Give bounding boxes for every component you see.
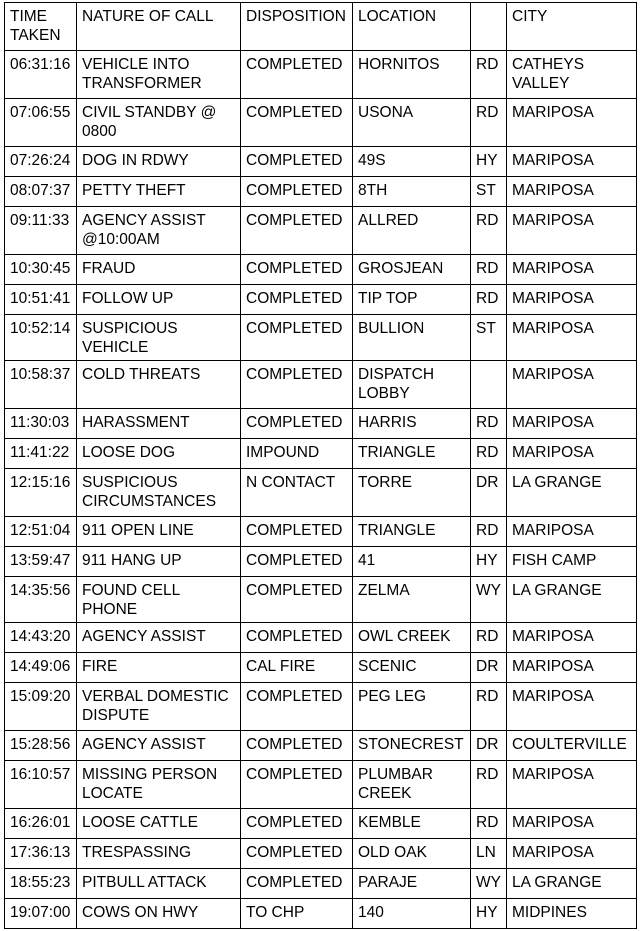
header-location: LOCATION: [353, 3, 471, 51]
cell-disposition: COMPLETED: [241, 731, 353, 761]
cell-location: 49S: [353, 147, 471, 177]
cell-nature-of-call: 911 OPEN LINE: [77, 517, 241, 547]
cell-city: MARIPOSA: [507, 683, 637, 731]
cell-location: DISPATCH LOBBY: [353, 361, 471, 409]
cell-city: MARIPOSA: [507, 409, 637, 439]
cell-nature-of-call: FOUND CELL PHONE: [77, 577, 241, 623]
cell-nature-of-call: MISSING PERSON LOCATE: [77, 761, 241, 809]
cell-location: PARAJE: [353, 869, 471, 899]
cell-location: BULLION: [353, 315, 471, 361]
cell-nature-of-call: AGENCY ASSIST: [77, 731, 241, 761]
cell-nature-of-call: VEHICLE INTO TRANSFORMER: [77, 51, 241, 99]
cell-location: ZELMA: [353, 577, 471, 623]
cell-street-suffix: DR: [471, 653, 507, 683]
table-row: [5, 409, 637, 439]
cell-location: PLUMBAR CREEK: [353, 761, 471, 809]
cell-street-suffix: HY: [471, 547, 507, 577]
cell-street-suffix: RD: [471, 809, 507, 839]
cell-location: OWL CREEK: [353, 623, 471, 653]
cell-street-suffix: ST: [471, 315, 507, 361]
cell-time: 11:41:22: [5, 439, 77, 469]
cell-time: 18:55:23: [5, 869, 77, 899]
cell-disposition: COMPLETED: [241, 147, 353, 177]
cell-time: 14:43:20: [5, 623, 77, 653]
cell-city: MARIPOSA: [507, 285, 637, 315]
cell-city: MARIPOSA: [507, 517, 637, 547]
table-row: [5, 577, 637, 623]
cell-street-suffix: RD: [471, 517, 507, 547]
header-street-suffix: [471, 3, 507, 51]
table-row: [5, 207, 637, 255]
cell-disposition: IMPOUND: [241, 439, 353, 469]
cell-nature-of-call: COWS ON HWY: [77, 899, 241, 929]
cell-street-suffix: RD: [471, 51, 507, 99]
cell-nature-of-call: FRAUD: [77, 255, 241, 285]
cell-location: STONECREST: [353, 731, 471, 761]
cell-city: CATHEYS VALLEY: [507, 51, 637, 99]
cell-time: 11:30:03: [5, 409, 77, 439]
cell-nature-of-call: HARASSMENT: [77, 409, 241, 439]
table-row: [5, 255, 637, 285]
cell-nature-of-call: PITBULL ATTACK: [77, 869, 241, 899]
cell-city: MARIPOSA: [507, 839, 637, 869]
cell-disposition: COMPLETED: [241, 683, 353, 731]
cell-street-suffix: RD: [471, 683, 507, 731]
cell-time: 10:51:41: [5, 285, 77, 315]
cell-time: 12:51:04: [5, 517, 77, 547]
cell-nature-of-call: 911 HANG UP: [77, 547, 241, 577]
table-row: [5, 315, 637, 361]
cell-location: 140: [353, 899, 471, 929]
cell-time: 06:31:16: [5, 51, 77, 99]
cell-disposition: N CONTACT: [241, 469, 353, 517]
cell-nature-of-call: VERBAL DOMESTIC DISPUTE: [77, 683, 241, 731]
cell-city: LA GRANGE: [507, 469, 637, 517]
cell-disposition: COMPLETED: [241, 517, 353, 547]
cell-nature-of-call: PETTY THEFT: [77, 177, 241, 207]
cell-location: HORNITOS: [353, 51, 471, 99]
header-city: CITY: [507, 3, 637, 51]
cell-street-suffix: WY: [471, 869, 507, 899]
cell-city: MARIPOSA: [507, 255, 637, 285]
cell-city: FISH CAMP: [507, 547, 637, 577]
cell-location: 41: [353, 547, 471, 577]
cell-time: 19:07:00: [5, 899, 77, 929]
cell-city: COULTERVILLE: [507, 731, 637, 761]
cell-city: MARIPOSA: [507, 147, 637, 177]
cell-time: 07:06:55: [5, 99, 77, 147]
table-row: [5, 869, 637, 899]
cell-street-suffix: RD: [471, 285, 507, 315]
cell-street-suffix: ST: [471, 177, 507, 207]
cell-street-suffix: RD: [471, 623, 507, 653]
cell-nature-of-call: FIRE: [77, 653, 241, 683]
cell-disposition: COMPLETED: [241, 361, 353, 409]
cell-time: 07:26:24: [5, 147, 77, 177]
cell-nature-of-call: COLD THREATS: [77, 361, 241, 409]
cell-city: MARIPOSA: [507, 809, 637, 839]
cell-time: 10:30:45: [5, 255, 77, 285]
cell-time: 10:58:37: [5, 361, 77, 409]
cell-time: 15:09:20: [5, 683, 77, 731]
table-row: [5, 809, 637, 839]
cell-city: LA GRANGE: [507, 577, 637, 623]
cell-street-suffix: WY: [471, 577, 507, 623]
cell-nature-of-call: LOOSE CATTLE: [77, 809, 241, 839]
table-row: [5, 439, 637, 469]
cell-disposition: COMPLETED: [241, 255, 353, 285]
cell-street-suffix: RD: [471, 207, 507, 255]
cell-nature-of-call: AGENCY ASSIST @10:00AM: [77, 207, 241, 255]
cell-location: TORRE: [353, 469, 471, 517]
cell-city: MARIPOSA: [507, 315, 637, 361]
cell-city: MARIPOSA: [507, 99, 637, 147]
cell-nature-of-call: TRESPASSING: [77, 839, 241, 869]
cell-street-suffix: RD: [471, 99, 507, 147]
cell-disposition: COMPLETED: [241, 809, 353, 839]
cell-street-suffix: RD: [471, 255, 507, 285]
table-row: [5, 839, 637, 869]
cell-street-suffix: DR: [471, 731, 507, 761]
header-disposition: DISPOSITION: [241, 3, 353, 51]
cell-disposition: COMPLETED: [241, 285, 353, 315]
cell-city: LA GRANGE: [507, 869, 637, 899]
cell-location: USONA: [353, 99, 471, 147]
cell-location: GROSJEAN: [353, 255, 471, 285]
cell-location: OLD OAK: [353, 839, 471, 869]
cell-disposition: COMPLETED: [241, 409, 353, 439]
call-log-table: [4, 2, 637, 929]
table-row: [5, 899, 637, 929]
cell-street-suffix: DR: [471, 469, 507, 517]
cell-time: 17:36:13: [5, 839, 77, 869]
cell-nature-of-call: SUSPICIOUS CIRCUMSTANCES: [77, 469, 241, 517]
table-row: [5, 361, 637, 409]
cell-nature-of-call: LOOSE DOG: [77, 439, 241, 469]
cell-street-suffix: HY: [471, 899, 507, 929]
cell-location: 8TH: [353, 177, 471, 207]
table-row: [5, 469, 637, 517]
table-row: [5, 99, 637, 147]
cell-city: MARIPOSA: [507, 439, 637, 469]
cell-disposition: COMPLETED: [241, 51, 353, 99]
cell-disposition: COMPLETED: [241, 207, 353, 255]
cell-nature-of-call: FOLLOW UP: [77, 285, 241, 315]
cell-nature-of-call: SUSPICIOUS VEHICLE: [77, 315, 241, 361]
cell-time: 16:10:57: [5, 761, 77, 809]
cell-street-suffix: HY: [471, 147, 507, 177]
table-row: [5, 147, 637, 177]
cell-disposition: COMPLETED: [241, 577, 353, 623]
cell-street-suffix: [471, 361, 507, 409]
cell-disposition: TO CHP: [241, 899, 353, 929]
cell-city: MARIPOSA: [507, 623, 637, 653]
cell-location: TIP TOP: [353, 285, 471, 315]
cell-location: SCENIC: [353, 653, 471, 683]
cell-time: 16:26:01: [5, 809, 77, 839]
cell-time: 12:15:16: [5, 469, 77, 517]
cell-city: MARIPOSA: [507, 761, 637, 809]
cell-location: KEMBLE: [353, 809, 471, 839]
cell-disposition: COMPLETED: [241, 869, 353, 899]
cell-disposition: COMPLETED: [241, 839, 353, 869]
cell-street-suffix: RD: [471, 761, 507, 809]
table-row: [5, 683, 637, 731]
cell-location: TRIANGLE: [353, 517, 471, 547]
cell-time: 15:28:56: [5, 731, 77, 761]
cell-disposition: COMPLETED: [241, 547, 353, 577]
cell-city: MIDPINES: [507, 899, 637, 929]
header-row: [5, 3, 637, 51]
cell-location: ALLRED: [353, 207, 471, 255]
table-row: [5, 285, 637, 315]
cell-disposition: COMPLETED: [241, 177, 353, 207]
cell-disposition: CAL FIRE: [241, 653, 353, 683]
table-row: [5, 653, 637, 683]
cell-disposition: COMPLETED: [241, 99, 353, 147]
cell-time: 08:07:37: [5, 177, 77, 207]
cell-street-suffix: LN: [471, 839, 507, 869]
table-body: [5, 51, 637, 929]
cell-street-suffix: RD: [471, 409, 507, 439]
table-row: [5, 761, 637, 809]
table-row: [5, 731, 637, 761]
table-row: [5, 517, 637, 547]
table-row: [5, 177, 637, 207]
cell-time: 14:49:06: [5, 653, 77, 683]
cell-location: TRIANGLE: [353, 439, 471, 469]
cell-nature-of-call: DOG IN RDWY: [77, 147, 241, 177]
cell-city: MARIPOSA: [507, 653, 637, 683]
header-time-taken: TIME TAKEN: [5, 3, 77, 51]
cell-time: 14:35:56: [5, 577, 77, 623]
cell-disposition: COMPLETED: [241, 761, 353, 809]
table-row: [5, 51, 637, 99]
cell-disposition: COMPLETED: [241, 315, 353, 361]
cell-time: 10:52:14: [5, 315, 77, 361]
cell-city: MARIPOSA: [507, 177, 637, 207]
cell-disposition: COMPLETED: [241, 623, 353, 653]
cell-location: HARRIS: [353, 409, 471, 439]
header-nature-of-call: NATURE OF CALL: [77, 3, 241, 51]
cell-city: MARIPOSA: [507, 361, 637, 409]
table-row: [5, 623, 637, 653]
cell-nature-of-call: AGENCY ASSIST: [77, 623, 241, 653]
cell-nature-of-call: CIVIL STANDBY @ 0800: [77, 99, 241, 147]
cell-time: 09:11:33: [5, 207, 77, 255]
cell-street-suffix: RD: [471, 439, 507, 469]
cell-city: MARIPOSA: [507, 207, 637, 255]
table-row: [5, 547, 637, 577]
cell-time: 13:59:47: [5, 547, 77, 577]
cell-location: PEG LEG: [353, 683, 471, 731]
